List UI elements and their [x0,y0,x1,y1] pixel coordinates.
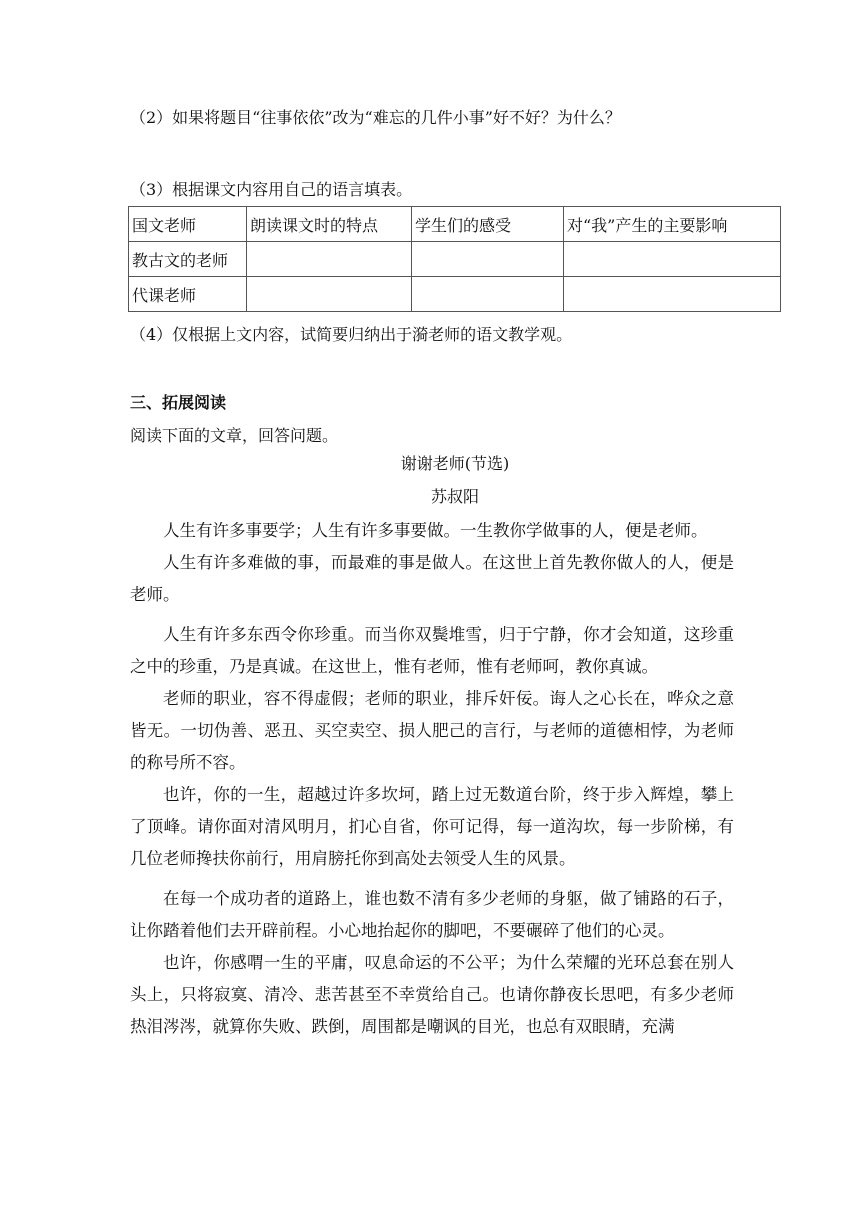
table-blank-cell[interactable] [412,277,564,312]
article-paragraph: 人生有许多东西令你珍重。而当你双鬓堆雪，归于宁静，你才会知道，这珍重之中的珍重，乃是真诚。在这世上，惟有老师，惟有老师呵，教你真诚。 [130,625,734,676]
section-title: 三、拓展阅读 [130,393,227,412]
article-paragraph: 老师的职业，容不得虚假；老师的职业，排斥奸佞。诲人之心长在，哗众之意皆无。一切伪善、恶丑、买空卖空、损人肥己的言行，与老师的道德相悖，为老师的称号所不容。 [130,689,734,772]
table-row [129,277,781,312]
article-author: 苏叔阳 [430,487,479,506]
question-2: （2）如果将题目“往事依依”改为“难忘的几件小事”好不好？为什么？ [130,108,621,127]
table-blank-cell[interactable] [564,242,781,277]
table-blank-cell[interactable] [412,242,564,277]
table-blank-cell[interactable] [247,242,412,277]
question-4: （4）仅根据上文内容，试简要归纳出于漪老师的语文教学观。 [130,325,573,344]
article-paragraph: 人生有许多难做的事，而最难的事是做人。在这世上首先教你做人的人，便是老师。 [130,553,734,604]
table-row [129,242,781,277]
table-header-row [129,207,781,242]
article-body [130,515,734,1043]
table-header-cell: 对“我”产生的主要影响 [564,207,781,242]
table-header-cell: 朗读课文时的特点 [247,207,412,242]
table-header-cell: 国文老师 [129,207,247,242]
table-blank-cell[interactable] [247,277,412,312]
table-row-label: 代课老师 [129,277,247,312]
article-paragraph: 人生有许多事要学；人生有许多事要做。一生教你学做事的人，便是老师。 [163,521,708,540]
article-title: 谢谢老师(节选) [400,454,510,473]
article-paragraph: 在每一个成功者的道路上，谁也数不清有多少老师的身躯，做了铺路的石子，让你踏着他们去开辟前程。小心地抬起你的脚吧，不要碾碎了他们的心灵。 [130,889,734,940]
article-paragraph: 也许，你感喟一生的平庸，叹息命运的不公平；为什么荣耀的光环总套在别人头上，只将寂寞、清冷、悲苦甚至不幸赏给自己。也请你静夜长思吧，有多少老师热泪涔涔，就算你失败、跌倒，周围都是嘲讽的目光，也总有双眼睛，充满 [130,953,734,1036]
article-paragraph: 也许，你的一生，超越过许多坎坷，踏上过无数道台阶，终于步入辉煌，攀上了顶峰。请你面对清风明月，扪心自省，你可记得，每一道沟坎，每一步阶梯，有几位老师搀扶你前行，用肩膀托你到高处去领受人生的风景。 [130,785,734,868]
table-header-cell: 学生们的感受 [412,207,564,242]
section-instruction: 阅读下面的文章，回答问题。 [130,426,339,445]
fill-in-table [128,206,781,312]
question-3: （3）根据课文内容用自己的语言填表。 [130,180,413,199]
table-blank-cell[interactable] [564,277,781,312]
table-row-label: 教古文的老师 [129,242,247,277]
